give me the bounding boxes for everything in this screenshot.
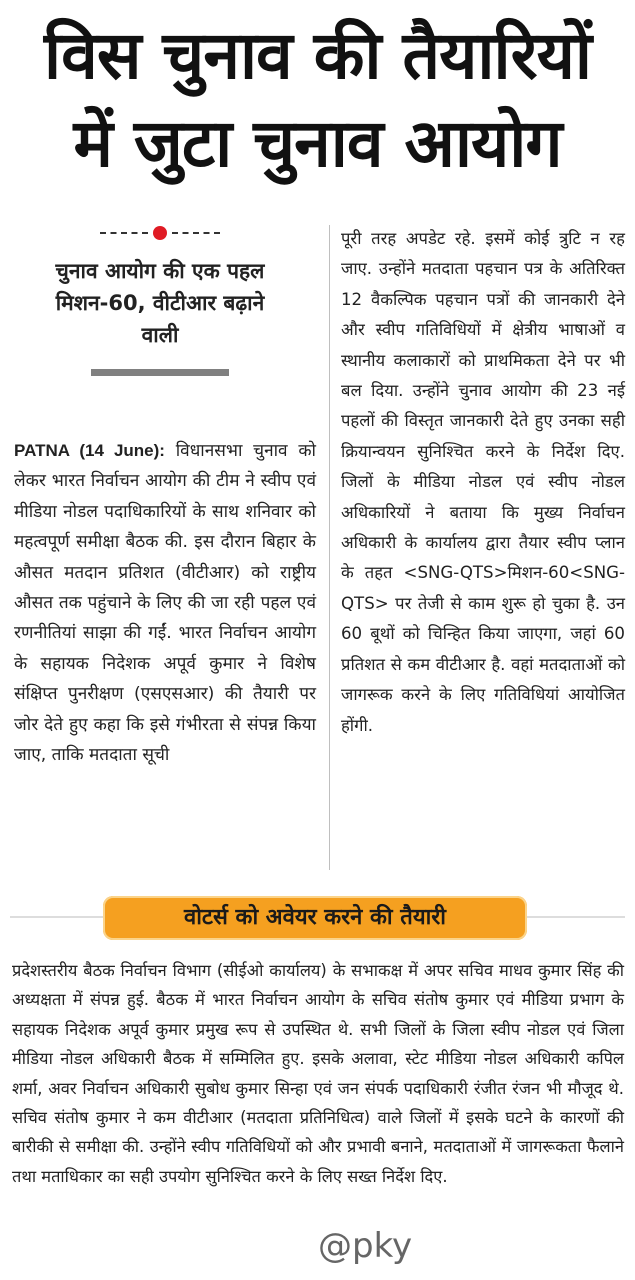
dateline: PATNA (14 June): [14, 441, 165, 460]
section-banner: वोटर्स को अवेयर करने की तैयारी [103, 896, 527, 940]
headline-line-1: विस चुनाव की तैयारियों [44, 17, 591, 94]
article-column-left [14, 436, 316, 770]
dash-right [172, 232, 220, 234]
watermark: @pky [312, 1224, 418, 1268]
headline-line-2: में जुटा चुनाव आयोग [73, 105, 562, 182]
article-body-left: विधानसभा चुनाव को लेकर भारत निर्वाचन आयोग की टीम ने स्वीप एवं मीडिया नोडल पदाधिकारियों के साथ शनिवार को महत्वपूर्ण समीक्षा बैठक की. इस दौरान बिहार के औसत मतदान प्रतिशत (वीटीआर) को राष्ट्रीय औसत तक पहुंचाने के लिए की जा रही पहल एवं रणनीतियां साझा की गईं. भारत निर्वाचन आयोग के सहायक निदेशक अपूर्व कुमार ने विशेष संक्षिप्त पुनरीक्षण (एसएसआर) की तैयारी पर जोर देते हुए कहा कि इसे गंभीरता से संपन्न किया जाए, ताकि मतदाता सूची [14, 441, 317, 766]
column-divider [329, 225, 330, 870]
bottom-article-body: प्रदेशस्तरीय बैठक निर्वाचन विभाग (सीईओ कार्यालय) के सभाकक्ष में अपर सचिव माधव कुमार सिंह की अध्यक्षता में संपन्न हुई. बैठक में भारत निर्वाचन आयोग के सचिव संतोष कुमार एवं मीडिया प्रभाग के सहायक निदेशक अपूर्व कुमार प्रमुख रूप से उपस्थित थे. सभी जिलों के जिला स्वीप नोडल एवं जिला मीडिया नोडल अधिकारी बैठक में सम्मिलित हुए. इसके अलावा, स्टेट मीडिया नोडल अधिकारी कपिल शर्मा, अवर निर्वाचन अधिकारी सुबोध कुमार सिन्हा एवं जन संपर्क पदाधिकारी रंजीत रंजन भी मौजूद थे. सचिव संतोष कुमार ने कम वीटीआर (मतदाता प्रतिनिधित्व) वाले जिलों में इसके घटने के कारणों की बारीकी से समीक्षा की. उन्होंने स्वीप गतिविधियों को और प्रभावी बनाने, मतदाताओं में जागरूकता फैलाने तथा मताधिकार का सही उपयोग सुनिश्चित करने के लिए सख्त निर्देश दिए. [12, 961, 624, 1186]
subheadline-line-3: वाली [141, 323, 179, 347]
subheadline [10, 255, 310, 351]
subheadline-line-2: मिशन-60, वीटीआर बढ़ाने [55, 291, 265, 315]
headline [0, 0, 635, 188]
article-body-right: पूरी तरह अपडेट रहे. इसमें कोई त्रुटि न रह जाए. उन्होंने मतदाता पहचान पत्र के अतिरिक्त 12 वैकल्पिक पहचान पत्रों की जानकारी देने और स्वीप गतिविधियों में क्षेत्रीय भाषाओं व स्थानीय कलाकारों को प्राथमिकता देने पर भी बल दिया. उन्होंने चुनाव आयोग की 23 नई पहलों की विस्तृत जानकारी देते हुए उनका सही क्रियान्वयन सुनिश्चित करने के निर्देश दिए. जिलों के मीडिया नोडल एवं स्वीप नोडल अधिकारियों ने बताया कि मुख्य निर्वाचन अधिकारी के कार्यालय द्वारा तैयार स्वीप प्लान के तहत <SNG-QTS>मिशन-60<SNG-QTS> पर तेजी से काम शुरू हो चुका है. उन 60 बूथों को चिन्हित किया जाएगा, जहां 60 प्रतिशत से कम वीटीआर है. वहां मतदाताओं को जागरूक करने के लिए गतिविधियां आयोजित होंगी. [341, 229, 625, 735]
deck-box [10, 225, 310, 376]
subheadline-line-1: चुनाव आयोग की एक पहल [55, 259, 265, 283]
article-column-right [341, 224, 625, 741]
subheadline-rule [91, 369, 229, 376]
dash-left [100, 232, 148, 234]
decorative-dot-divider [100, 225, 220, 241]
red-dot-icon [153, 226, 167, 240]
